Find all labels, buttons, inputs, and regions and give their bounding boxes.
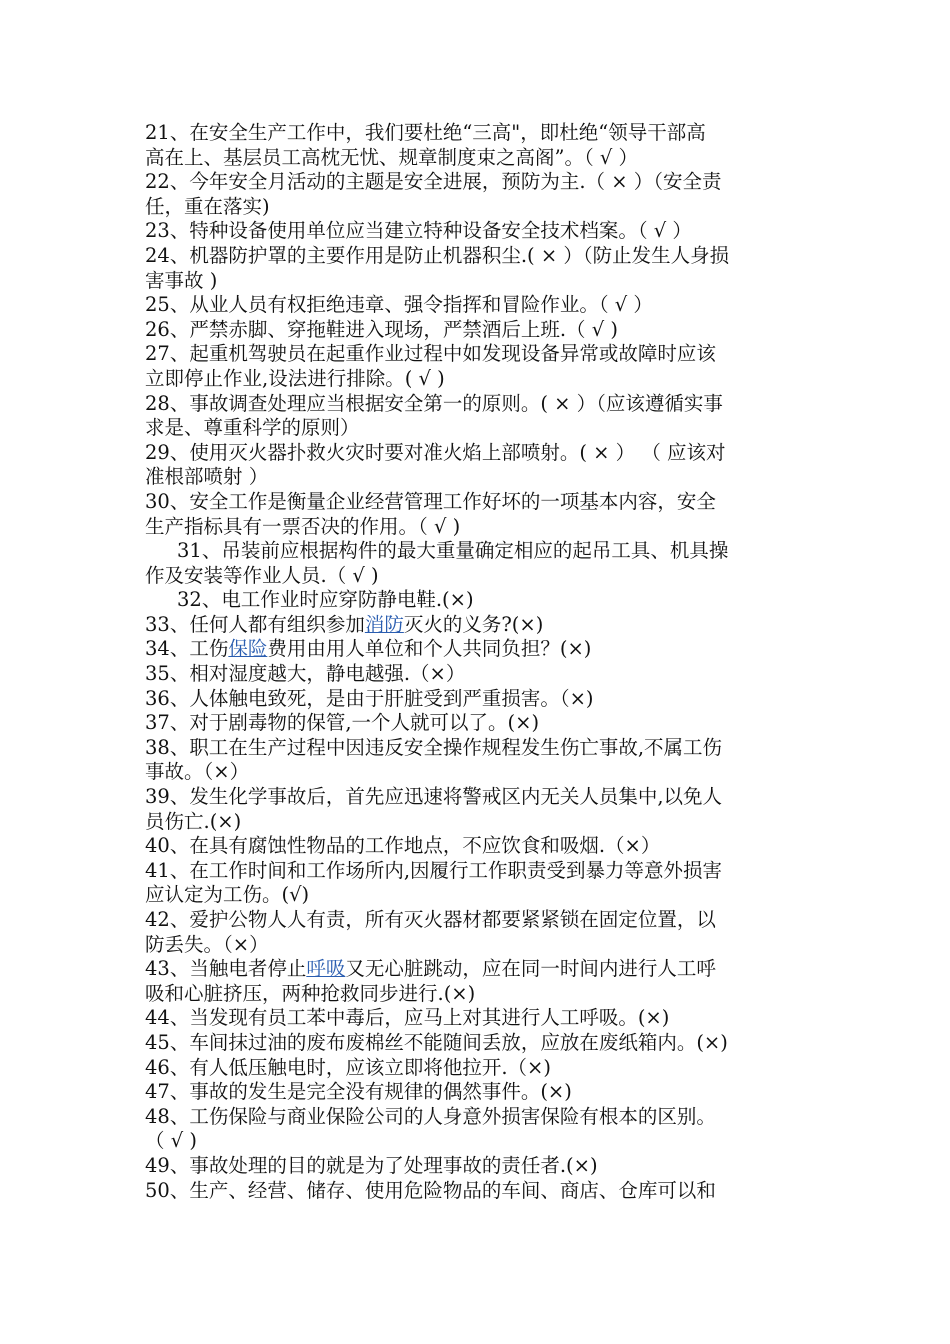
question-item (145, 711, 807, 736)
question-line: 27、起重机驾驶员在起重作业过程中如发现设备异常或故障时应该 (145, 342, 716, 366)
question-line: 32、电工作业时应穿防静电鞋.(×) (177, 588, 474, 612)
question-item (145, 441, 807, 490)
question-line: 28、事故调查处理应当根据安全第一的原则。( × ）（应该遵循实事 (145, 391, 723, 415)
question-line: 48、工伤保险与商业保险公司的人身意外损害保险有根本的区别。 (145, 1104, 716, 1128)
question-item (145, 244, 807, 293)
question-line: 38、职工在生产过程中因违反安全操作规程发生伤亡事故,不属工伤 (145, 735, 723, 759)
question-line: 准根部喷射 ） (145, 465, 269, 489)
question-line: 31、吊装前应根据构件的最大重量确定相应的起吊工具、机具操 (177, 539, 729, 563)
question-line: 员伤亡.(×) (145, 809, 242, 833)
question-line: 34、工伤保险费用由用人单位和个人共同负担？(×) (145, 637, 592, 661)
question-line: 30、安全工作是衡量企业经营管理工作好坏的一项基本内容，安全 (145, 489, 716, 513)
question-line: 43、当触电者停止呼吸又无心脏跳动，应在同一时间内进行人工呼 (145, 957, 716, 981)
question-line: 作及安装等作业人员.（ √ ) (145, 563, 379, 587)
question-item (145, 539, 807, 588)
question-line: 立即停止作业,设法进行排除。( √ ) (145, 366, 445, 390)
question-line: 高在上、基层员工高枕无忧、规章制度束之高阁”。（ √ ） (145, 145, 639, 169)
question-item (145, 1154, 807, 1179)
question-line: 求是、尊重科学的原则） (145, 416, 360, 440)
question-line: 41、在工作时间和工作场所内,因履行工作职责受到暴力等意外损害 (145, 858, 723, 882)
question-line: （ √ ) (145, 1129, 197, 1153)
question-item (145, 957, 807, 1006)
question-line: 应认定为工伤。(√) (145, 883, 310, 907)
question-line: 49、事故处理的目的就是为了处理事故的责任者.(×) (145, 1153, 598, 1177)
question-item (145, 342, 807, 391)
question-item (145, 219, 807, 244)
question-item (145, 1080, 807, 1105)
question-item (145, 1006, 807, 1031)
question-line: 42、爱护公物人人有责，所有灭火器材都要紧紧锁在固定位置，以 (145, 908, 716, 931)
question-line: 35、相对湿度越大，静电越强.（×） (145, 662, 466, 686)
question-line: 39、发生化学事故后，首先应迅速将警戒区内无关人员集中,以免人 (145, 785, 723, 809)
hyperlink[interactable]: 呼吸 (306, 957, 346, 981)
question-line: 24、机器防护罩的主要作用是防止机器积尘.( × ）（防止发生人身损 (145, 243, 730, 267)
question-item (145, 859, 807, 908)
question-line: 29、使用灭火器扑救火灾时要对准火焰上部喷射。( × ） （ 应该对 (145, 440, 726, 464)
question-line: 40、在具有腐蚀性物品的工作地点，不应饮食和吸烟.（×） (145, 834, 661, 858)
question-item (145, 1179, 807, 1204)
question-line: 害事故 ) (145, 268, 218, 292)
question-item (145, 318, 807, 343)
question-item (145, 785, 807, 834)
question-line: 22、今年安全月活动的主题是安全进展，预防为主.（ × ）（安全责 (145, 170, 722, 194)
question-item (145, 293, 807, 318)
question-line: 防丢失。（×） (145, 932, 269, 956)
question-line: 33、任何人都有组织参加消防灭火的义务?(×) (145, 612, 544, 636)
question-item (145, 490, 807, 539)
question-item (145, 908, 807, 957)
question-line: 45、车间抹过油的废布废棉丝不能随间丢放，应放在废纸箱内。(×) (145, 1030, 728, 1054)
question-item (145, 613, 807, 638)
question-item (145, 588, 807, 613)
question-line: 47、事故的发生是完全没有规律的偶然事件。(×) (145, 1080, 572, 1104)
question-line: 生产指标具有一票否决的作用。（ √ ) (145, 514, 461, 538)
hyperlink[interactable]: 保险 (228, 637, 268, 661)
question-item (145, 392, 807, 441)
question-item (145, 834, 807, 859)
question-line: 26、严禁赤脚、穿拖鞋进入现场，严禁酒后上班.（ √ ) (145, 317, 618, 341)
question-item (145, 637, 807, 662)
question-line: 事故。（×） (145, 760, 250, 784)
question-line: 25、从业人员有权拒绝违章、强令指挥和冒险作业。（ √ ） (145, 293, 653, 317)
question-item (145, 687, 807, 712)
question-line: 37、对于剧毒物的保管,一个人就可以了。(×) (145, 711, 540, 735)
question-item (145, 121, 807, 170)
question-item (145, 1105, 807, 1154)
question-line: 吸和心脏挤压，两种抢救同步进行.(×) (145, 981, 476, 1005)
hyperlink[interactable]: 消防 (364, 612, 404, 636)
question-line: 任，重在落实) (145, 194, 270, 218)
question-line: 36、人体触电致死，是由于肝脏受到严重损害。（×) (145, 686, 594, 710)
question-item (145, 170, 807, 219)
question-item (145, 736, 807, 785)
question-line: 23、特种设备使用单位应当建立特种设备安全技术档案。（ √ ） (145, 219, 692, 243)
question-item (145, 1031, 807, 1056)
question-item (145, 1056, 807, 1081)
question-list (145, 121, 807, 1203)
question-line: 50、生产、经营、储存、使用危险物品的车间、商店、仓库可以和 (145, 1178, 716, 1202)
question-line: 44、当发现有员工苯中毒后，应马上对其进行人工呼吸。(×) (145, 1006, 670, 1030)
question-line: 21、在安全生产工作中，我们要杜绝“三高"，即杜绝“领导干部高 (145, 121, 706, 144)
question-item (145, 662, 807, 687)
question-line: 46、有人低压触电时，应该立即将他拉开.（×) (145, 1055, 551, 1079)
